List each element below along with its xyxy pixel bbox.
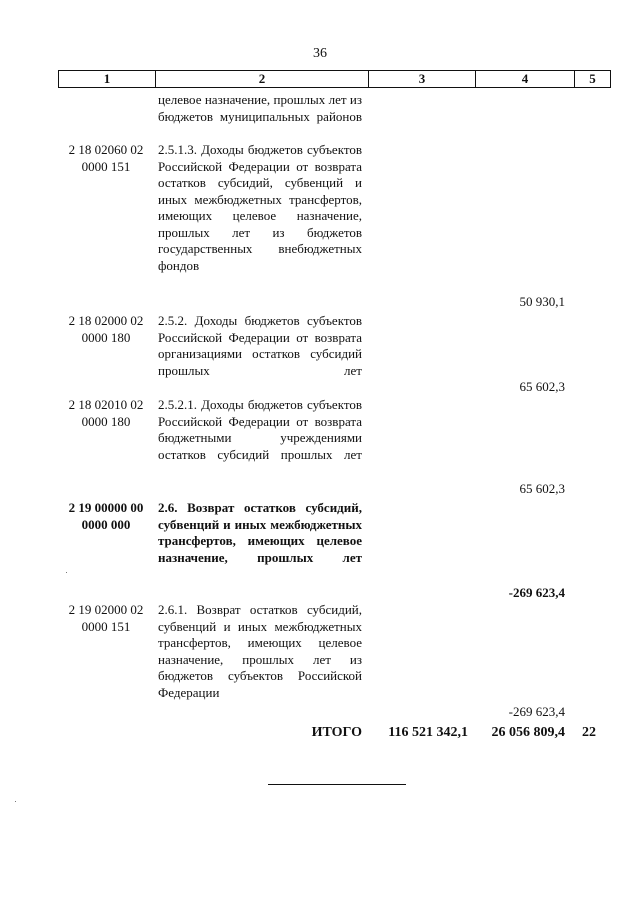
table-row-col4: 65 602,3 [519, 379, 565, 394]
column-header-1: 1 [59, 71, 156, 88]
table-row-name: 2.5.1.3. Доходы бюджетов субъектов Российской Федерации от возврата остатков субсидий, субвенций и иных межбюджетных трансфертов, имеющих целевое назначение, прошлых лет из бюджетов государственных внебюджетных фондов [158, 142, 362, 273]
table-row-code: 2 19 00000 00 0000 000 [68, 500, 144, 532]
table-row-col4: -269 623,4 [508, 704, 565, 719]
footer-rule [268, 784, 406, 785]
table-row-name: 2.6.1. Возврат остатков субсидий, субвенций и иных межбюджетных трансфертов, имеющих целевое назначение, прошлых лет из бюджетов субъектов Российской Федерации [158, 602, 362, 700]
column-header-4: 4 [476, 71, 575, 88]
total-col3: 116 521 342,1 [388, 725, 468, 740]
column-header-row [58, 70, 611, 88]
table-row-code: 2 18 02060 02 0000 151 [68, 142, 144, 174]
table-row-col4: 50 930,1 [519, 294, 565, 309]
column-header-2: 2 [156, 71, 369, 88]
page-number: 36 [313, 46, 327, 61]
scan-speck [15, 801, 16, 802]
table-row-col4: -269 623,4 [508, 585, 565, 600]
table-row-name: целевое назначение, прошлых лет из бюджетов муниципальных районов [158, 92, 362, 124]
column-header-5: 5 [575, 71, 611, 88]
scan-speck [66, 572, 67, 573]
total-label: ИТОГО [311, 725, 362, 740]
table-row-code: 2 19 02000 02 0000 151 [68, 602, 144, 634]
table-row-name: 2.5.2. Доходы бюджетов субъектов Российской Федерации от возврата организациями остатков субсидий прошлых лет [158, 313, 362, 378]
total-col5: 22 [582, 725, 596, 740]
table-row-name: 2.5.2.1. Доходы бюджетов субъектов Российской Федерации от возврата бюджетными учреждениями остатков субсидий прошлых лет [158, 397, 362, 462]
table-row-col4: 65 602,3 [519, 481, 565, 496]
total-col4: 26 056 809,4 [491, 725, 565, 740]
table-row-code: 2 18 02010 02 0000 180 [68, 397, 144, 429]
column-header-3: 3 [369, 71, 476, 88]
table-row-name: 2.6. Возврат остатков субсидий, субвенций и иных межбюджетных трансфертов, имеющих целевое назначение, прошлых лет [158, 500, 362, 565]
table-row-code: 2 18 02000 02 0000 180 [68, 313, 144, 345]
